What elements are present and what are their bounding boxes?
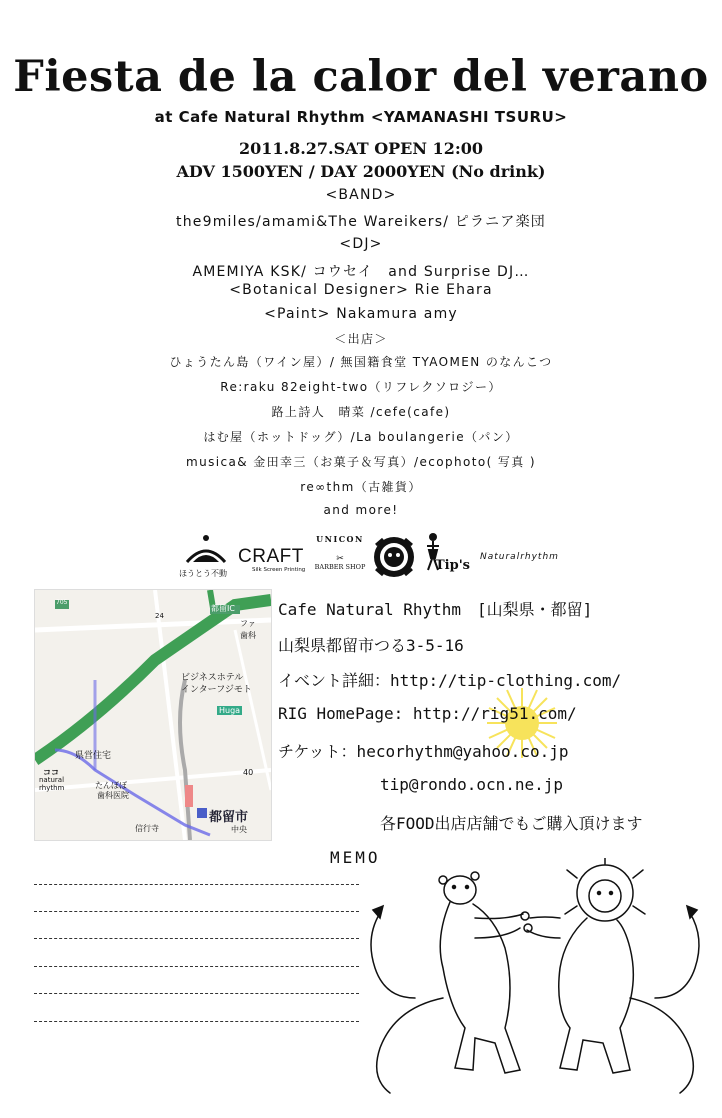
map-label-koko: ココ [43, 768, 59, 777]
map-label-dental1: たんぼぼ [95, 781, 127, 790]
memo-title: MEMO [330, 848, 381, 867]
botanical-designer: <Botanical Designer> Rie Ehara [229, 282, 493, 298]
shop-item: 路上詩人 晴菜 /cefe(cafe) [271, 405, 451, 419]
craft-text: CRAFT [238, 546, 304, 567]
tips-logo [425, 532, 471, 580]
ticket-email-2[interactable]: tip@rondo.ocn.ne.jp [380, 775, 564, 794]
ticket-price: ADV 1500YEN / DAY 2000YEN (No drink) [176, 162, 546, 181]
tips-text: Tip's [435, 558, 471, 573]
shop-item: re∞thm（古雑貨） [300, 480, 422, 494]
paint-artist: <Paint> Nakamura amy [264, 306, 458, 322]
venue-name: Cafe Natural Rhythm [山梨県・都留] [278, 600, 593, 619]
hotou-fudou-logo [179, 532, 233, 582]
map-label-kenei: 県営住宅 [75, 751, 112, 761]
memo-line[interactable] [34, 911, 359, 912]
shop-header: ＜出店＞ [334, 332, 388, 346]
hotou-fudou-text: ほうとう不動 [179, 569, 227, 578]
memo-line[interactable] [34, 1021, 359, 1022]
map-label-natural: natural [39, 776, 65, 784]
venue-subtitle: at Cafe Natural Rhythm <YAMANASHI TSURU> [154, 108, 568, 126]
poster-title: Fiesta de la calor del verano [13, 52, 709, 102]
natural-rhythm-logo: Naturalrhythm [480, 552, 559, 562]
map-label-hotel1: ビジネスホテル [181, 673, 244, 683]
map-label-station: 都留市 [209, 810, 249, 825]
band-list: the9miles/amami&The Wareikers/ ピラニア楽団 [176, 214, 546, 230]
barber-pole-icon: ✂ [336, 554, 344, 564]
unicon-text: UNICON [316, 534, 364, 544]
lions-illustration [355, 858, 715, 1108]
sponsor-logos [179, 532, 573, 582]
rig-badge-logo [371, 535, 417, 583]
shop-item: musica& 金田幸三（お菓子＆写真）/ecophoto( 写真 ) [186, 455, 536, 469]
barber-shop-text: BARBER SHOP [314, 563, 366, 571]
map-label-24: 24 [155, 612, 164, 620]
event-detail-link[interactable]: イベント詳細：http://tip-clothing.com/ [278, 671, 622, 690]
map-label-chuo: 中央 [231, 825, 247, 834]
map-label-shika: 歯科 [240, 631, 256, 640]
map-label-fa: ファ [240, 619, 256, 628]
memo-line[interactable] [34, 993, 359, 994]
map-label-40: 40 [243, 768, 254, 777]
map-label-dental2: 歯科医院 [97, 791, 129, 800]
memo-line[interactable] [34, 966, 359, 967]
unicon-barber-logo [311, 534, 369, 580]
ticket-email[interactable]: チケット：hecorhythm@yahoo.co.jp [278, 742, 569, 761]
map-route-number: 705 [56, 599, 68, 606]
map-label-huga: Huga [219, 706, 241, 715]
shop-item: はむ屋（ホットドッグ）/La boulangerie（パン） [203, 430, 519, 444]
date-time: 2011.8.27.SAT OPEN 12:00 [238, 139, 483, 158]
map-label-shinno: 信行寺 [135, 824, 159, 833]
memo-line[interactable] [34, 884, 359, 885]
dj-header: <DJ> [339, 236, 383, 252]
band-header: <BAND> [325, 187, 397, 203]
craft-subtext: Silk Screen Printing [252, 567, 306, 573]
memo-line[interactable] [34, 938, 359, 939]
shop-item: ひょうたん島（ワイン屋）/ 無国籍食堂 TYAOMEN のなんこつ [169, 355, 553, 369]
craft-logo [238, 546, 305, 573]
shop-item-more: and more! [323, 503, 399, 517]
venue-address: 山梨県都留市つる3-5-16 [278, 636, 464, 655]
dj-list: AMEMIYA KSK/ コウセイ and Surprise DJ… [192, 264, 530, 280]
rig-homepage-link[interactable]: RIG HomePage: http://rig51.com/ [278, 704, 577, 723]
access-map [34, 589, 272, 841]
map-label-rhythm: rhythm [39, 784, 65, 792]
shop-item: Re:raku 82eight-two（リフレクソロジー） [220, 380, 502, 394]
map-label-ic: 都留IC [211, 604, 235, 613]
food-ticket-note: 各FOOD出店店舗でもご購入頂けます [380, 814, 643, 833]
map-label-hotel2: インターフジモト [181, 685, 252, 695]
